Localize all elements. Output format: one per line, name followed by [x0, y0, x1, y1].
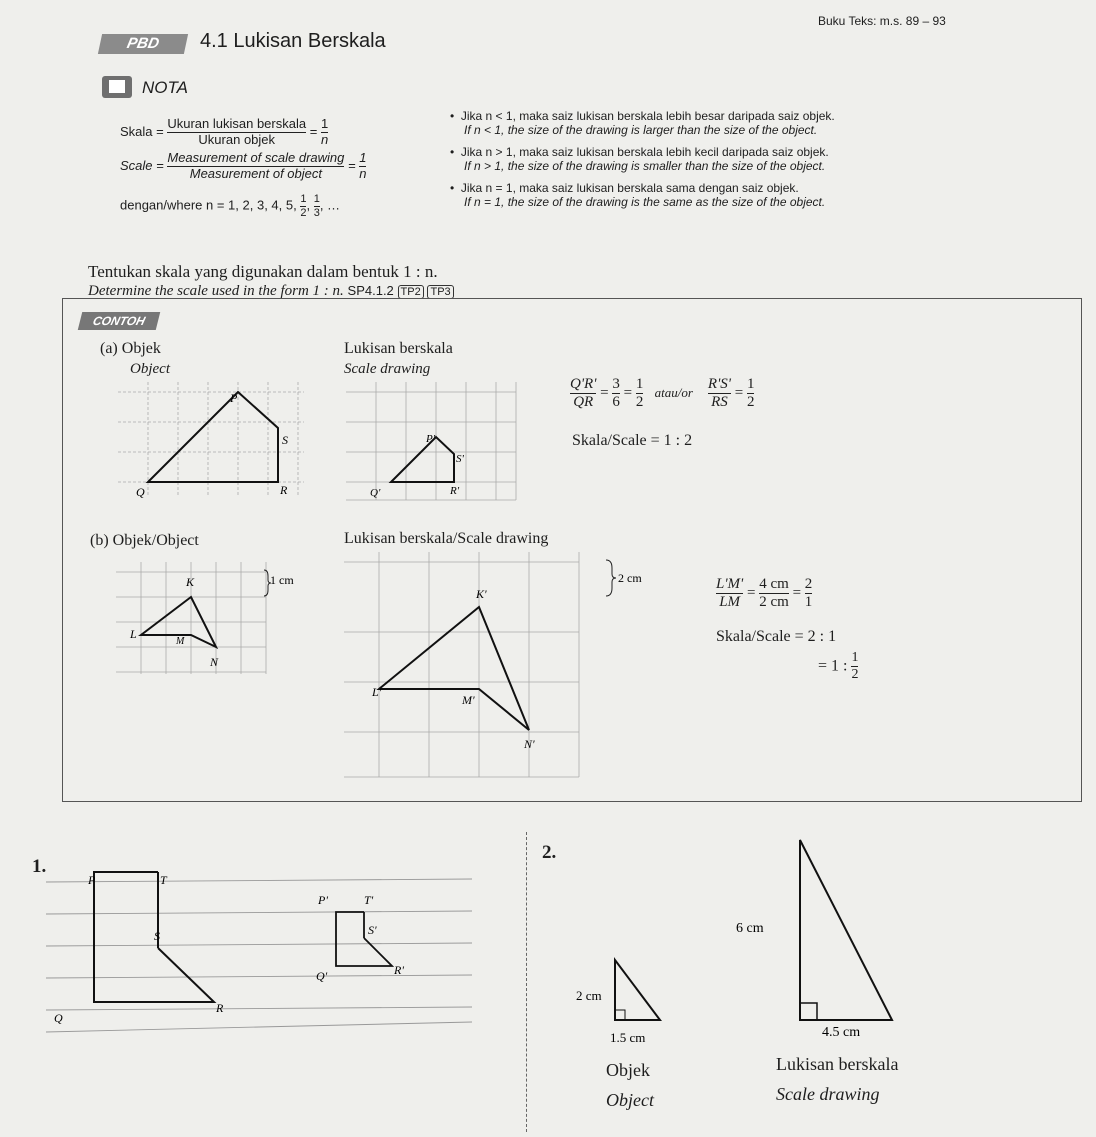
example-a-label-en: Object — [130, 361, 170, 377]
question-2-object-label-en: Object — [606, 1090, 654, 1110]
vertex-k-prime: K' — [476, 587, 487, 601]
small-triangle — [615, 960, 660, 1020]
question-2-triangles — [560, 830, 960, 1050]
example-b-scale-2: = 1 : $\frac{1}{2}$ — [818, 650, 859, 683]
example-b-object-grid — [116, 562, 316, 682]
vertex-r-prime: R' — [394, 963, 404, 977]
question-divider — [526, 832, 527, 1132]
textbook-reference: Buku Teks: m.s. 89 – 93 — [818, 14, 946, 28]
scaled-quadrilateral — [391, 437, 454, 482]
vertex-q: Q — [136, 485, 145, 499]
question-2-number: 2. — [542, 842, 557, 863]
example-b-drawing-label: Lukisan berskala/Scale drawing — [344, 530, 549, 547]
vertex-m: M — [176, 636, 185, 647]
vertex-s-prime: S' — [368, 923, 377, 937]
right-angle-marker — [800, 1003, 817, 1020]
vertex-l-prime: L' — [372, 685, 382, 699]
vertex-m-prime: M' — [462, 693, 475, 707]
question-1-grid — [46, 852, 482, 1036]
vertex-t-prime: T' — [364, 893, 374, 907]
question-2-drawing-label-en: Scale drawing — [776, 1084, 880, 1104]
example-b-label: (b) Objek/Object — [90, 532, 199, 549]
vertex-p-prime: P' — [318, 893, 328, 907]
example-b-scale-grid — [344, 552, 664, 782]
vertex-r-prime: R' — [450, 485, 460, 497]
vertex-s: S — [154, 929, 160, 943]
vertex-l: L — [130, 627, 137, 641]
vertex-s-prime: S' — [456, 453, 464, 465]
example-a-scale-grid — [346, 382, 518, 502]
skala-formula: Skala = $\frac{\text{Ukuran lukisan berskala}}{\text{Ukuran objek}}$ = $\frac{1}{n}$ — [120, 116, 329, 147]
contoh-banner: CONTOH — [78, 312, 160, 330]
example-a-label: (a) Objek — [100, 340, 161, 357]
brace-icon — [606, 560, 616, 596]
question-2-drawing-label: Lukisan berskala — [776, 1054, 899, 1074]
vertex-n-prime: N' — [524, 737, 535, 751]
small-base: 1.5 cm — [610, 1030, 646, 1045]
scaled-triangle — [379, 607, 529, 730]
vertex-q: Q — [54, 1011, 63, 1025]
vertex-s: S — [282, 433, 288, 447]
large-base: 4.5 cm — [822, 1025, 861, 1040]
vertex-r: R — [216, 1001, 224, 1015]
vertex-k: K — [186, 575, 195, 589]
instruction-english: Determine the scale used in the form 1 : n. SP4.1.2 TP2 TP3 — [88, 283, 454, 300]
vertex-t: T — [160, 873, 167, 887]
large-triangle — [800, 840, 892, 1020]
note-icon — [102, 76, 132, 98]
tag-tp3: TP3 — [427, 285, 453, 299]
question-1-number: 1. — [32, 856, 47, 877]
large-height: 6 cm — [736, 921, 764, 936]
example-b-scale-1: Skala/Scale = 2 : 1 — [716, 628, 837, 645]
example-a-scale: Skala/Scale = 1 : 2 — [572, 432, 693, 449]
n-values: dengan/where n = 1, 2, 3, 4, 5, $\frac{1}{2}$ , $\frac{1}{3}$ , … — [120, 193, 341, 219]
vertex-p: P — [88, 873, 96, 887]
pbd-badge: PBD — [98, 34, 188, 54]
example-a-drawing-label-en: Scale drawing — [344, 361, 431, 377]
note-bullet-3: • Jika n = 1, maka saiz lukisan berskala sama dengan saiz objek. If n = 1, the size of the drawing is the same as the size of the object. — [450, 181, 826, 209]
example-a-drawing-label: Lukisan berskala — [344, 340, 453, 357]
tag-tp2: TP2 — [398, 285, 424, 299]
right-angle-marker — [615, 1010, 625, 1020]
vertex-r: R — [280, 483, 288, 497]
grid-size-label: 1 cm — [270, 573, 294, 587]
vertex-n: N — [210, 655, 219, 669]
example-a-ratio: $\frac{Q'R'}{QR}$ = $\frac{3}{6}$ = $\frac{1}{2}$ atau/or $\frac{R'S'}{RS}$ = $\frac{1}{2}$ — [570, 376, 755, 411]
section-title: 4.1 Lukisan Berskala — [200, 30, 386, 52]
example-b-ratio: $\frac{L'M'}{LM}$ = $\frac{4 cm}{2 cm}$ = $\frac{2}{1}$ — [716, 576, 813, 611]
vertex-q-prime: Q' — [370, 487, 381, 499]
note-bullet-1: • Jika n < 1, maka saiz lukisan berskala lebih besar daripada saiz objek. If n < 1, the size of the drawing is larger than the size of the object. — [450, 109, 835, 137]
instruction-malay: Tentukan skala yang digunakan dalam bentuk 1 : n. — [88, 262, 438, 281]
question-2-object-label: Objek — [606, 1060, 650, 1080]
example-a-object-grid — [118, 382, 308, 502]
note-bullet-2: • Jika n > 1, maka saiz lukisan berskala lebih kecil daripada saiz objek. If n > 1, the size of the drawing is smaller than the size of the object. — [450, 145, 829, 173]
grid-size-label: 2 cm — [618, 571, 642, 585]
scale-formula: Scale = $\frac{\text{Measurement of scale drawing}}{\text{Measurement of object}}$ = $\frac{1}{n}$ — [120, 150, 367, 181]
note-heading: NOTA — [142, 78, 188, 97]
quadrilateral-pqrs — [148, 392, 278, 482]
vertex-q-prime: Q' — [316, 969, 328, 983]
small-height: 2 cm — [576, 988, 602, 1003]
vertex-p: P — [230, 391, 238, 405]
vertex-p-prime: P' — [426, 433, 436, 445]
